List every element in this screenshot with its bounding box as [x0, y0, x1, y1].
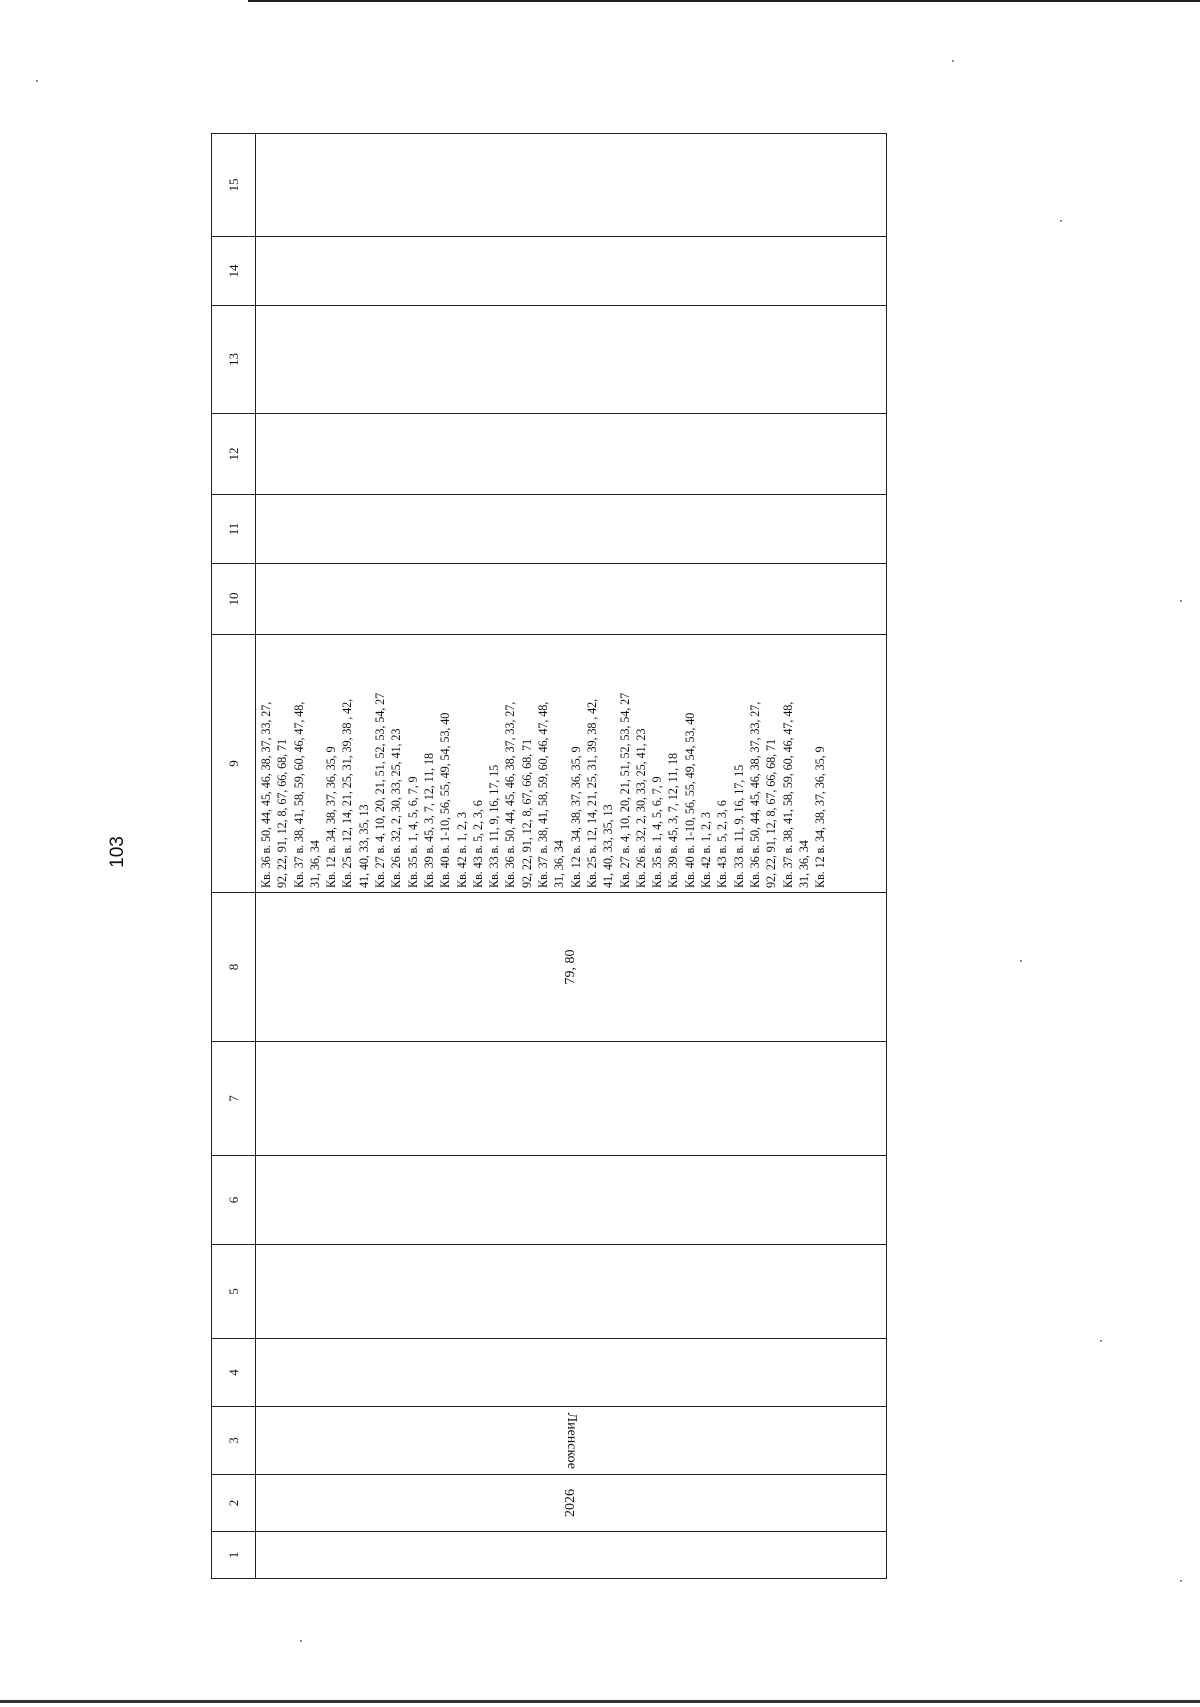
- quarter-line: Кв. 35 в. 1, 4, 5, 6, 7, 9: [650, 776, 665, 888]
- cell-col-10: [256, 564, 887, 635]
- quarter-line: Кв. 27 в. 4, 10, 20, 21, 51, 52, 53, 54, 27: [373, 692, 388, 888]
- quarter-line: Кв. 36 в. 50, 44, 45, 46, 38, 37, 33, 27,: [259, 701, 273, 888]
- sections-value: 79, 80: [563, 949, 578, 985]
- quarter-line: 31, 36, 34: [552, 840, 567, 888]
- scan-speck: [36, 80, 38, 82]
- cell-year: [256, 1475, 887, 1532]
- page-number: 103: [107, 836, 128, 868]
- scan-speck: [1020, 960, 1022, 962]
- quarter-line: Кв. 12 в. 34, 38, 37, 36, 35, 9: [568, 746, 583, 888]
- column-number-5: 5: [212, 1245, 256, 1339]
- cell-sections: [256, 893, 887, 1042]
- cell-col-15: [256, 134, 887, 237]
- cell-col-12: [256, 414, 887, 495]
- quarter-line: 41, 40, 33, 35, 13: [356, 804, 371, 888]
- top-border-line: [248, 0, 1200, 2]
- header-row: [212, 134, 256, 1579]
- column-number-3: 3: [212, 1407, 256, 1475]
- scan-speck: [952, 60, 954, 62]
- scan-speck: [1100, 1340, 1102, 1342]
- cell-col-11: [256, 495, 887, 564]
- column-number-2: 2: [212, 1475, 256, 1532]
- cell-col-7: [256, 1042, 887, 1156]
- quarter-line: Кв. 26 в. 32, 2, 30, 33, 25, 41, 23: [389, 728, 404, 888]
- quarter-line: Кв. 25 в. 12, 14, 21, 25, 31, 39, 38 , 42,: [584, 698, 599, 888]
- quarter-line: Кв. 33 в. 11, 9, 16, 17, 15: [487, 764, 502, 888]
- scan-speck: [1180, 600, 1182, 602]
- column-number-15: 15: [212, 134, 256, 237]
- scan-speck: [300, 1640, 302, 1642]
- quarter-line: 92, 22, 91, 12, 8, 67, 66, 68, 71: [275, 738, 290, 888]
- settlement-value: Лиенское: [564, 1412, 579, 1469]
- cell-col-4: [256, 1339, 887, 1407]
- quarter-line: 92, 22, 91, 12, 8, 67, 66, 68, 71: [519, 738, 534, 888]
- cell-quarters-list: [256, 635, 887, 893]
- scan-speck: [1180, 1580, 1182, 1582]
- quarter-line: Кв. 12 в. 34, 38, 37, 36, 35, 9: [813, 746, 828, 888]
- quarter-line: Кв. 43 в. 5, 2, 3, 6: [715, 800, 730, 888]
- quarter-line: Кв. 39 в. 45, 3, 7, 12, 11, 18: [421, 752, 436, 888]
- column-number-13: 13: [212, 306, 256, 414]
- quarter-line: Кв. 36 в. 50, 44, 45, 46, 38, 37, 33, 27,: [747, 701, 762, 888]
- quarter-line: Кв. 35 в. 1, 4, 5, 6, 7, 9: [405, 776, 420, 888]
- quarter-line: Кв. 26 в. 32, 2, 30, 33, 25, 41, 23: [633, 728, 648, 888]
- column-number-7: 7: [212, 1042, 256, 1156]
- quarter-line: Кв. 43 в. 5, 2, 3, 6: [470, 800, 485, 888]
- column-number-6: 6: [212, 1156, 256, 1245]
- column-number-11: 11: [212, 495, 256, 564]
- quarter-line: Кв. 42 в. 1, 2, 3: [699, 812, 714, 888]
- data-table: [211, 134, 882, 1579]
- quarter-line: Кв. 37 в. 38, 41, 58, 59, 60, 46, 47, 48,: [780, 701, 795, 888]
- column-number-8: 8: [212, 893, 256, 1042]
- quarter-line: 41, 40, 33, 35, 13: [601, 804, 616, 888]
- quarter-line: Кв. 12 в. 34, 38, 37, 36, 35, 9: [324, 746, 339, 888]
- cell-col-6: [256, 1156, 887, 1245]
- quarter-line: Кв. 36 в. 50, 44, 45, 46, 38, 37, 33, 27,: [503, 701, 518, 888]
- quarter-line: Кв. 39 в. 45, 3, 7, 12, 11, 18: [666, 752, 681, 888]
- cell-col-1: [256, 1532, 887, 1579]
- bottom-border-line: [0, 1700, 1200, 1703]
- quarter-line: Кв. 40 в. 1-10, 56, 55, 49, 54, 53, 40: [682, 712, 697, 888]
- quarter-line: 31, 36, 34: [796, 840, 811, 888]
- quarter-line: Кв. 37 в. 38, 41, 58, 59, 60, 46, 47, 48,: [536, 701, 551, 888]
- column-number-10: 10: [212, 564, 256, 635]
- column-number-9: 9: [212, 635, 256, 893]
- quarter-line: 31, 36, 34: [307, 840, 322, 888]
- column-number-1: 1: [212, 1532, 256, 1579]
- table-row: [256, 134, 887, 1579]
- cell-col-14: [256, 237, 887, 306]
- cell-settlement: [256, 1407, 887, 1475]
- quarter-line: Кв. 40 в. 1-10, 56, 55, 49, 54, 53, 40: [438, 712, 453, 888]
- column-number-4: 4: [212, 1339, 256, 1407]
- cell-col-5: [256, 1245, 887, 1339]
- column-number-12: 12: [212, 414, 256, 495]
- column-number-14: 14: [212, 237, 256, 306]
- year-value: 2026: [563, 1489, 578, 1517]
- scan-speck: [1060, 220, 1062, 222]
- quarter-line: Кв. 25 в. 12, 14, 21, 25, 31, 39, 38 , 42,: [340, 698, 355, 888]
- quarter-line: Кв. 37 в. 38, 41, 58, 59, 60, 46, 47, 48,: [291, 701, 306, 888]
- quarter-line: Кв. 27 в. 4, 10, 20, 21, 51, 52, 53, 54, 27: [617, 692, 632, 888]
- quarter-line: 92, 22, 91, 12, 8, 67, 66, 68, 71: [764, 738, 779, 888]
- quarter-line: Кв. 42 в. 1, 2, 3: [454, 812, 469, 888]
- cell-col-13: [256, 306, 887, 414]
- quarter-line: Кв. 33 в. 11, 9, 16, 17, 15: [731, 764, 746, 888]
